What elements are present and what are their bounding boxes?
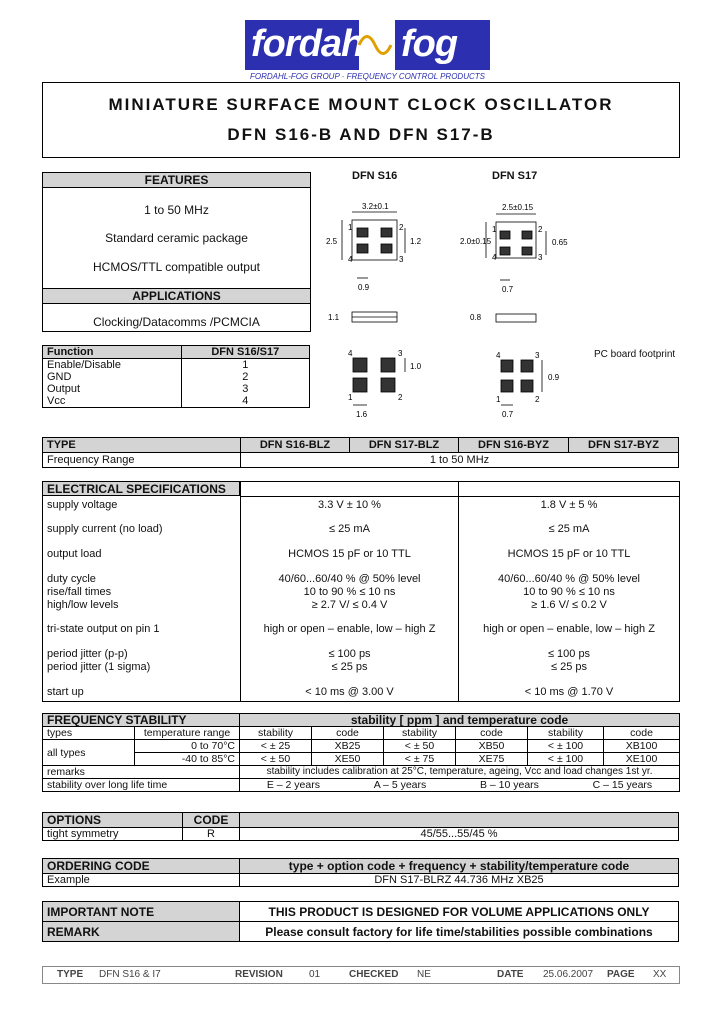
function-pin: 1 bbox=[181, 359, 309, 372]
pin-number: 1 bbox=[492, 225, 497, 234]
example-value: DFN S17-BLRZ 44.736 MHz XB25 bbox=[240, 874, 679, 887]
long-life-label: stability over long life time bbox=[43, 779, 240, 792]
spec-value-1v8: 10 to 90 % ≤ 10 ns bbox=[523, 586, 615, 598]
spec-value-3v3: < 10 ms @ 3.00 V bbox=[305, 686, 394, 698]
type-table bbox=[42, 437, 679, 468]
stability-subheader: code bbox=[604, 727, 680, 740]
remark-label: REMARK bbox=[43, 922, 240, 942]
s17-footprint-pad bbox=[521, 380, 533, 392]
s16-footprint-pad bbox=[381, 378, 395, 392]
spec-value-3v3: 3.3 V ± 10 % bbox=[318, 499, 381, 511]
s17-pad bbox=[500, 247, 510, 255]
title-box bbox=[42, 82, 680, 158]
options-table bbox=[42, 812, 679, 841]
frequency-stability-table bbox=[42, 713, 680, 792]
company-logo bbox=[245, 20, 490, 82]
option-label: tight symmetry bbox=[43, 828, 183, 841]
long-life-option: B – 10 years bbox=[479, 779, 539, 791]
pin-number: 2 bbox=[399, 223, 404, 232]
type-model: DFN S16-BLZ bbox=[241, 438, 350, 453]
dim-label: 0.9 bbox=[358, 283, 370, 292]
pin-number: 3 bbox=[398, 349, 403, 358]
spec-value-3v3: 40/60...60/40 % @ 50% level bbox=[278, 573, 421, 585]
function-name: Vcc bbox=[43, 395, 182, 408]
spec-value-3v3: high or open – enable, low – high Z bbox=[263, 623, 436, 635]
spec-value-3v3: ≤ 100 ps bbox=[328, 648, 371, 660]
spec-value-3v3: ≤ 25 ps bbox=[331, 661, 368, 673]
spec-label: tri-state output on pin 1 bbox=[47, 623, 160, 635]
spec-value-1v8: 1.8 V ± 5 % bbox=[540, 499, 598, 511]
stability-code: XE75 bbox=[456, 753, 528, 766]
spec-value-1v8: 40/60...60/40 % @ 50% level bbox=[497, 573, 641, 585]
long-life-option: C – 15 years bbox=[592, 779, 653, 791]
package-drawings bbox=[320, 190, 680, 420]
s17-footprint-pad bbox=[501, 360, 513, 372]
spec-value-1v8: ≤ 25 ps bbox=[550, 661, 587, 673]
important-note-label: IMPORTANT NOTE bbox=[43, 902, 240, 922]
stability-code: XE100 bbox=[604, 753, 680, 766]
electrical-header: ELECTRICAL SPECIFICATIONS bbox=[43, 482, 240, 496]
footprint-label: PC board footprint bbox=[594, 349, 676, 360]
spec-label: rise/fall times bbox=[47, 586, 112, 598]
ordering-header: ORDERING CODE bbox=[43, 859, 240, 874]
stability-value: < ± 75 bbox=[384, 753, 456, 766]
dim-label: 0.8 bbox=[470, 313, 482, 322]
spec-value-3v3: ≤ 25 mA bbox=[329, 523, 370, 535]
spec-label: duty cycle bbox=[47, 573, 96, 585]
spec-value-3v3: HCMOS 15 pF or 10 TTL bbox=[288, 548, 411, 560]
stability-subheader: stability bbox=[528, 727, 604, 740]
dim-label: 0.7 bbox=[502, 410, 514, 419]
type-model: DFN S17-BLZ bbox=[350, 438, 459, 453]
logo-tagline: FORDAHL-FOG GROUP · FREQUENCY CONTROL PRODUCTS bbox=[250, 72, 485, 81]
spec-label: period jitter (1 sigma) bbox=[47, 661, 151, 673]
remark-text: Please consult factory for life time/stabilities possible combinations bbox=[240, 922, 679, 942]
function-name: Output bbox=[43, 383, 182, 395]
s16-body-outline bbox=[352, 220, 397, 260]
stability-code: XB100 bbox=[604, 740, 680, 753]
pin-number: 2 bbox=[538, 225, 543, 234]
stability-subheader: types bbox=[43, 727, 135, 740]
temperature-range: -40 to 85°C bbox=[135, 753, 240, 766]
footer-date-label: DATE bbox=[497, 969, 524, 980]
spec-label: period jitter (p-p) bbox=[47, 648, 128, 660]
stability-value: < ± 25 bbox=[240, 740, 312, 753]
code-header: CODE bbox=[183, 813, 240, 828]
all-types-label: all types bbox=[43, 740, 135, 766]
pin-number: 4 bbox=[348, 255, 353, 264]
stability-header: FREQUENCY STABILITY bbox=[43, 714, 240, 727]
s17-pad bbox=[500, 231, 510, 239]
spec-value-1v8: ≥ 1.6 V/ ≤ 0.2 V bbox=[531, 599, 607, 611]
pin-number: 2 bbox=[535, 395, 540, 404]
spec-value-1v8: < 10 ms @ 1.70 V bbox=[524, 686, 614, 698]
s17-pad bbox=[522, 247, 532, 255]
spec-value-1v8: high or open – enable, low – high Z bbox=[483, 623, 655, 635]
s16-footprint-pad bbox=[353, 378, 367, 392]
long-life-option: A – 5 years bbox=[373, 779, 427, 791]
s16-pad bbox=[381, 244, 392, 253]
electrical-spec-box bbox=[42, 481, 680, 702]
frequency-range-value: 1 to 50 MHz bbox=[241, 453, 679, 468]
pin-number: 1 bbox=[348, 393, 353, 402]
s17-footprint-pad bbox=[501, 380, 513, 392]
function-table bbox=[42, 345, 310, 408]
spec-value-1v8: ≤ 25 mA bbox=[548, 523, 590, 535]
feature-item: Standard ceramic package bbox=[105, 231, 248, 245]
function-name: GND bbox=[43, 371, 182, 383]
stability-value: < ± 100 bbox=[528, 753, 604, 766]
stability-value: < ± 50 bbox=[240, 753, 312, 766]
pin-number: 3 bbox=[535, 351, 540, 360]
dim-label: 2.5 bbox=[326, 237, 338, 246]
feature-item: HCMOS/TTL compatible output bbox=[93, 260, 260, 274]
footer-checked-value: NE bbox=[417, 969, 431, 980]
features-header: FEATURES bbox=[43, 173, 310, 188]
stability-value: < ± 50 bbox=[384, 740, 456, 753]
frequency-range-label: Frequency Range bbox=[43, 453, 241, 468]
logo-wave-icon bbox=[357, 30, 393, 60]
stability-code: XB25 bbox=[312, 740, 384, 753]
dim-label: 0.65 bbox=[552, 238, 568, 247]
type-col-header: TYPE bbox=[43, 438, 241, 453]
footer-page-value: XX bbox=[653, 969, 667, 980]
stability-value: < ± 100 bbox=[528, 740, 604, 753]
s16-pad bbox=[357, 228, 368, 237]
dim-label: 1.6 bbox=[356, 410, 368, 419]
pin-number: 1 bbox=[348, 223, 353, 232]
pin-number: 1 bbox=[496, 395, 501, 404]
footer-revision-value: 01 bbox=[309, 969, 321, 980]
stability-subheader: stability bbox=[384, 727, 456, 740]
footer-type-label: TYPE bbox=[57, 969, 84, 980]
application-item: Clocking/Datacomms /PCMCIA bbox=[93, 315, 260, 329]
function-col-header: Function bbox=[43, 346, 182, 359]
option-code: R bbox=[183, 828, 240, 841]
important-note-text: THIS PRODUCT IS DESIGNED FOR VOLUME APPLICATIONS ONLY bbox=[240, 902, 679, 922]
logo-right-text: fog bbox=[395, 20, 490, 70]
dim-label: 1.2 bbox=[410, 237, 422, 246]
logo-left-text: fordahl bbox=[245, 20, 359, 70]
function-pin: 2 bbox=[181, 371, 309, 383]
spec-value-3v3: 10 to 90 % ≤ 10 ns bbox=[303, 586, 396, 598]
s16-footprint-pad bbox=[353, 358, 367, 372]
spec-value-1v8: HCMOS 15 pF or 10 TTL bbox=[507, 548, 631, 560]
function-pin: 3 bbox=[181, 383, 309, 395]
s17-pad bbox=[522, 231, 532, 239]
stability-subheader: stability bbox=[240, 727, 312, 740]
pin-number: 3 bbox=[538, 253, 543, 262]
s17-footprint-pad bbox=[521, 360, 533, 372]
stability-subheader: code bbox=[456, 727, 528, 740]
s16-label: DFN S16 bbox=[352, 170, 398, 182]
pin-number: 4 bbox=[348, 349, 353, 358]
footer-type-value: DFN S16 & I7 bbox=[99, 969, 161, 980]
long-life-option: E – 2 years bbox=[266, 779, 320, 791]
stability-subheader: code bbox=[312, 727, 384, 740]
function-name: Enable/Disable bbox=[43, 359, 182, 372]
pin-col-header: DFN S16/S17 bbox=[181, 346, 309, 359]
remarks-value: stability includes calibration at 25°C, temperature, ageing, Vcc and load changes 1st yr. bbox=[240, 766, 680, 779]
s16-footprint-pad bbox=[381, 358, 395, 372]
notes-table bbox=[42, 901, 679, 942]
page-subtitle: DFN S16-B AND DFN S17-B bbox=[227, 125, 495, 144]
spec-label: start up bbox=[47, 686, 84, 698]
s17-side-view bbox=[496, 314, 536, 322]
footer-checked-label: CHECKED bbox=[349, 969, 399, 980]
page-title: MINIATURE SURFACE MOUNT CLOCK OSCILLATOR bbox=[108, 95, 614, 114]
option-value: 45/55...55/45 % bbox=[240, 828, 679, 841]
type-model: DFN S16-BYZ bbox=[459, 438, 569, 453]
applications-header: APPLICATIONS bbox=[43, 288, 310, 304]
spec-label: output load bbox=[47, 548, 102, 560]
type-model: DFN S17-BYZ bbox=[569, 438, 679, 453]
s17-label: DFN S17 bbox=[492, 170, 538, 182]
dim-label: 2.5±0.15 bbox=[502, 203, 534, 212]
spec-label: high/low levels bbox=[47, 599, 119, 611]
pin-number: 4 bbox=[492, 253, 497, 262]
spec-value-1v8: ≤ 100 ps bbox=[547, 648, 591, 660]
dim-label: 2.0±0.15 bbox=[460, 237, 492, 246]
footer-page-label: PAGE bbox=[607, 969, 635, 980]
dim-label: 1.0 bbox=[410, 362, 422, 371]
footer-revision-label: REVISION bbox=[235, 969, 283, 980]
spec-label: supply current (no load) bbox=[47, 523, 163, 535]
document-footer bbox=[42, 966, 680, 984]
features-box bbox=[42, 172, 311, 332]
stability-code: XE50 bbox=[312, 753, 384, 766]
pin-number: 2 bbox=[398, 393, 403, 402]
temperature-range: 0 to 70°C bbox=[135, 740, 240, 753]
spec-value-3v3: ≥ 2.7 V/ ≤ 0.4 V bbox=[311, 599, 388, 611]
dim-label: 0.9 bbox=[548, 373, 560, 382]
stability-code: XB50 bbox=[456, 740, 528, 753]
options-header: OPTIONS bbox=[43, 813, 183, 828]
s16-pad bbox=[381, 228, 392, 237]
spec-label: supply voltage bbox=[47, 499, 118, 511]
dim-label: 1.1 bbox=[328, 313, 340, 322]
feature-item: 1 to 50 MHz bbox=[144, 203, 209, 217]
stability-subheader: temperature range bbox=[135, 727, 240, 740]
s16-pad bbox=[357, 244, 368, 253]
function-pin: 4 bbox=[181, 395, 309, 408]
pin-number: 4 bbox=[496, 351, 501, 360]
remarks-label: remarks bbox=[43, 766, 240, 779]
ordering-format: type + option code + frequency + stability/temperature code bbox=[240, 859, 679, 874]
stability-right-header: stability [ ppm ] and temperature code bbox=[240, 714, 680, 727]
dim-label: 0.7 bbox=[502, 285, 514, 294]
ordering-table bbox=[42, 858, 679, 887]
pin-number: 3 bbox=[399, 255, 404, 264]
dim-label: 3.2±0.1 bbox=[362, 202, 389, 211]
example-label: Example bbox=[43, 874, 240, 887]
footer-date-value: 25.06.2007 bbox=[543, 969, 594, 980]
